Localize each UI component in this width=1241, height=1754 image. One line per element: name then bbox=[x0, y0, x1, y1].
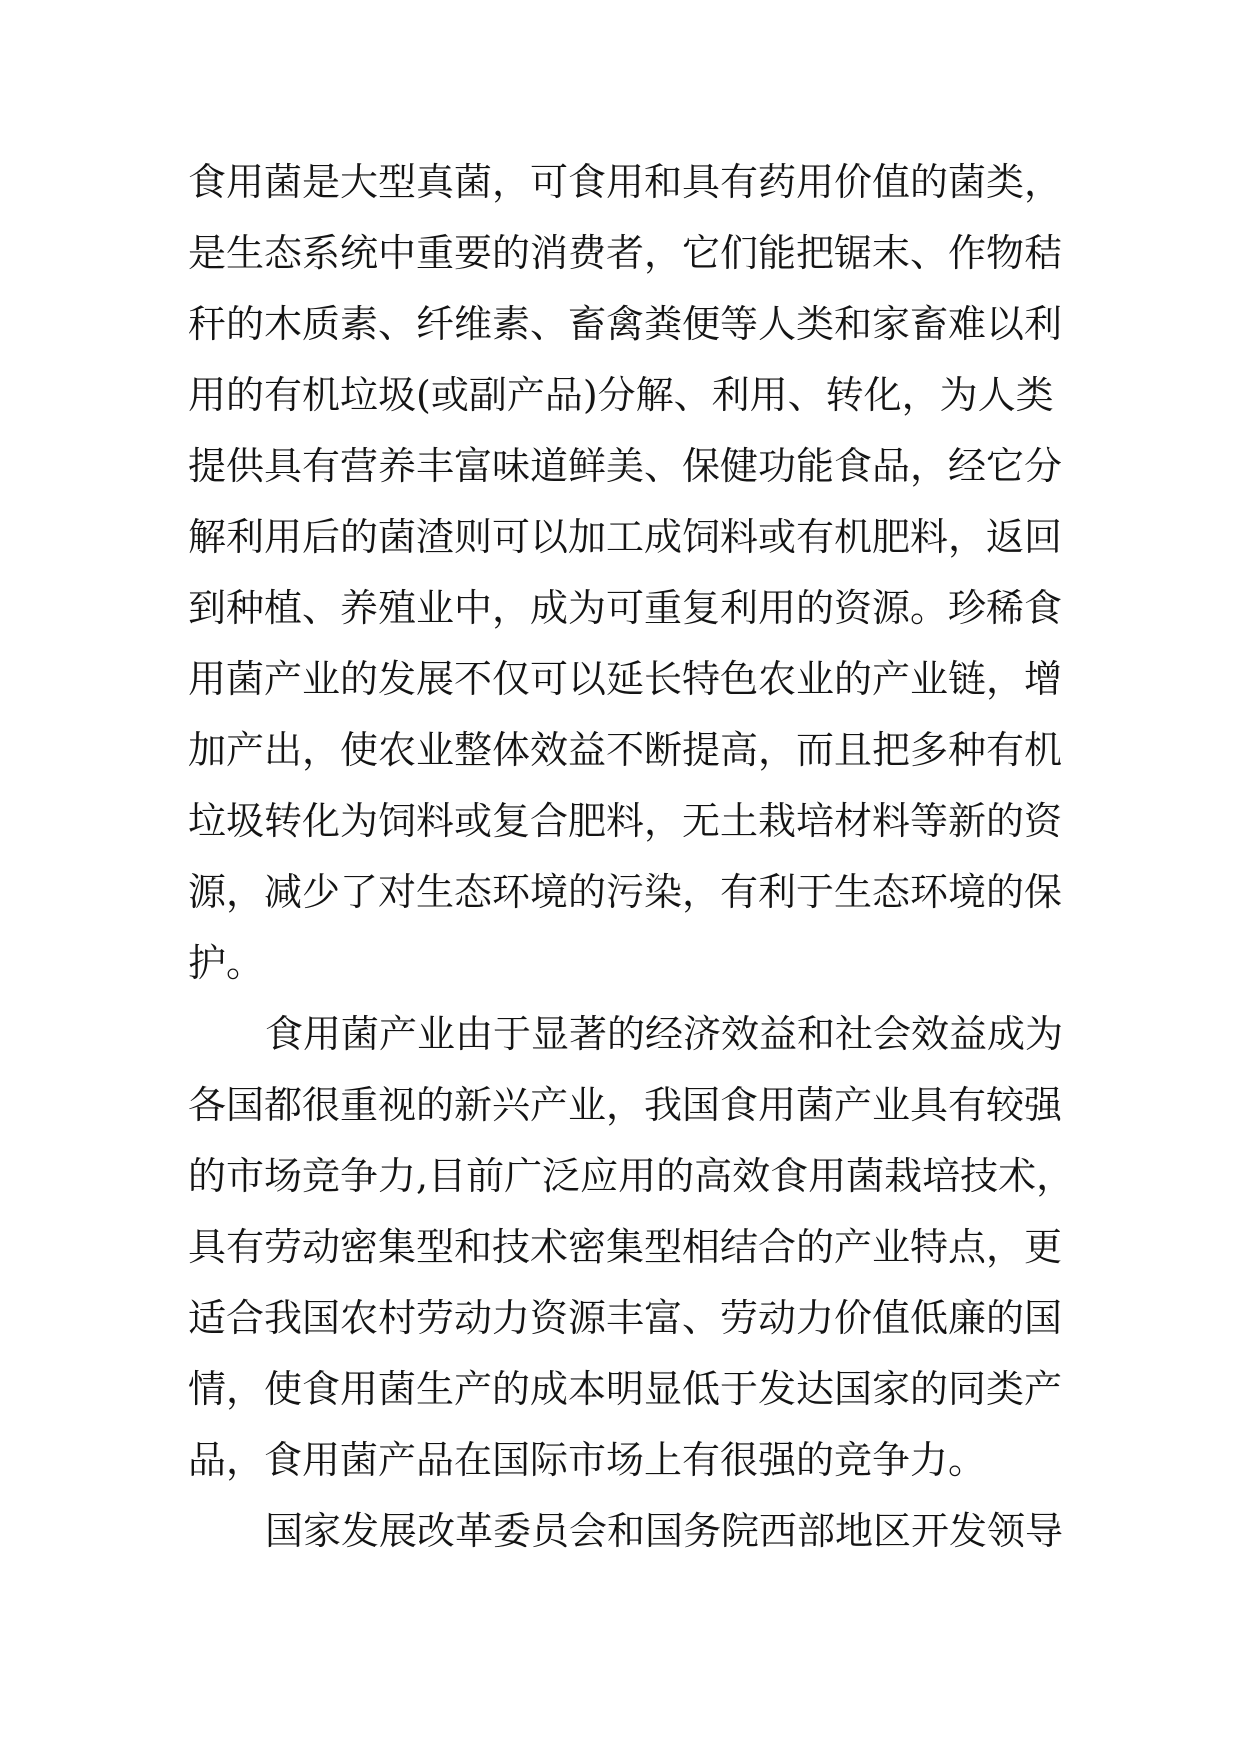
text-line: 的市场竞争力,目前广泛应用的高效食用菌栽培技术， bbox=[188, 1154, 1075, 1198]
paragraph-2 bbox=[188, 999, 1075, 1496]
text-line: 提供具有营养丰富味道鲜美、保健功能食品，经它分 bbox=[188, 444, 1063, 488]
text-line: 各国都很重视的新兴产业，我国食用菌产业具有较强 bbox=[188, 1083, 1063, 1127]
text-line: 到种植、养殖业中，成为可重复利用的资源。珍稀食 bbox=[188, 586, 1063, 630]
document-body bbox=[188, 147, 1075, 1567]
text-line: 食用菌是大型真菌，可食用和具有药用价值的菌类， bbox=[188, 160, 1063, 204]
text-line: 加产出，使农业整体效益不断提高，而且把多种有机 bbox=[188, 728, 1063, 772]
text-line: 垃圾转化为饲料或复合肥料，无土栽培材料等新的资 bbox=[188, 799, 1063, 843]
text-line: 秆的木质素、纤维素、畜禽粪便等人类和家畜难以利 bbox=[188, 302, 1063, 346]
text-line: 用的有机垃圾(或副产品)分解、利用、转化，为人类 bbox=[188, 373, 1054, 417]
text-line: 是生态系统中重要的消费者，它们能把锯末、作物秸 bbox=[188, 231, 1063, 275]
text-line: 源，减少了对生态环境的污染，有利于生态环境的保 bbox=[188, 870, 1063, 914]
text-line: 用菌产业的发展不仅可以延长特色农业的产业链，增 bbox=[188, 657, 1063, 701]
paragraph-3 bbox=[188, 1496, 1064, 1567]
paragraph-1 bbox=[188, 147, 1063, 999]
text-line: 国家发展改革委员会和国务院西部地区开发领导 bbox=[265, 1509, 1064, 1553]
text-line: 适合我国农村劳动力资源丰富、劳动力价值低廉的国 bbox=[188, 1296, 1063, 1340]
text-line: 具有劳动密集型和技术密集型相结合的产业特点，更 bbox=[188, 1225, 1063, 1269]
text-line: 食用菌产业由于显著的经济效益和社会效益成为 bbox=[265, 1012, 1064, 1056]
text-line: 情，使食用菌生产的成本明显低于发达国家的同类产 bbox=[188, 1367, 1063, 1411]
text-line: 解利用后的菌渣则可以加工成饲料或有机肥料，返回 bbox=[188, 515, 1063, 559]
text-line: 护。 bbox=[188, 941, 265, 985]
text-line: 品，食用菌产品在国际市场上有很强的竞争力。 bbox=[188, 1438, 987, 1482]
